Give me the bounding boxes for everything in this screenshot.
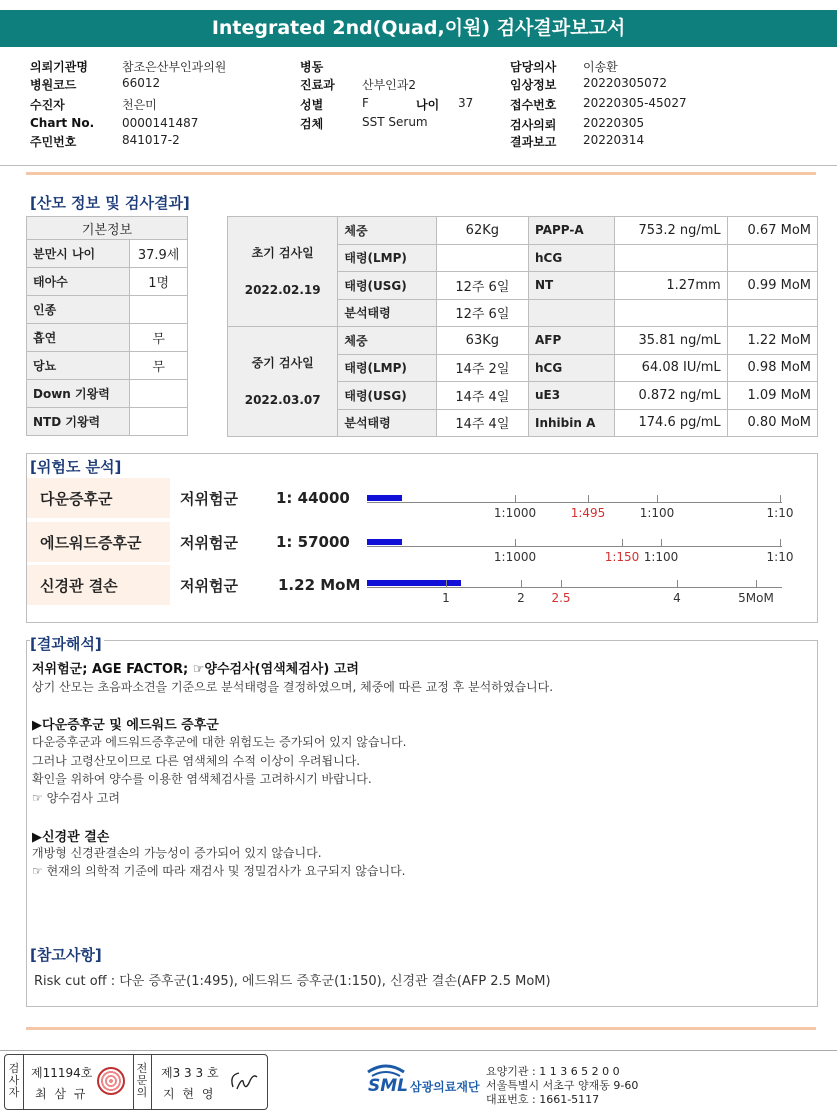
sig2-vertical-label: 전문의 xyxy=(136,1062,148,1099)
risk-tick-label: 2 xyxy=(517,591,525,605)
report-title: Integrated 2nd(Quad,이원) 검사결과보고서 xyxy=(0,10,837,47)
marker-value xyxy=(615,244,727,272)
sig1-license-no: 제11194호 xyxy=(31,1066,93,1080)
risk-name: 다운증후군 xyxy=(40,490,113,508)
risk-tick-label: 4 xyxy=(673,591,681,605)
risk-tick xyxy=(561,580,562,587)
basic-info-row xyxy=(27,324,188,352)
header-key: 성별 xyxy=(300,98,324,112)
exam-field-label: 체중 xyxy=(338,327,436,355)
exam-field-label: 태령(USG) xyxy=(338,272,436,300)
header-value: 20220314 xyxy=(583,133,645,147)
interpretation-line: 저위험군; AGE FACTOR; ☞양수검사(염색체검사) 고려 xyxy=(32,662,359,677)
marker-mom: 0.98 MoM xyxy=(727,354,817,382)
basic-info-row xyxy=(27,352,188,380)
risk-axis xyxy=(367,502,782,503)
risk-tick-label: 5MoM xyxy=(738,591,774,605)
basic-info-header-row xyxy=(27,217,188,240)
header-value: 20220305 xyxy=(583,116,645,130)
marker-name: NT xyxy=(529,272,615,300)
risk-tick xyxy=(677,580,678,587)
basic-info-row xyxy=(27,268,188,296)
basic-info-row xyxy=(27,296,188,324)
marker-mom: 0.67 MoM xyxy=(727,217,817,245)
basic-info-key: 분만시 나이 xyxy=(27,240,130,268)
exam-group-label: 초기 검사일 xyxy=(251,245,314,260)
risk-axis xyxy=(367,546,782,547)
marker-name: PAPP-A xyxy=(529,217,615,245)
risk-value: 1: 57000 xyxy=(276,533,350,551)
interpretation-line: ▶다운증후군 및 에드워드 증후군 xyxy=(32,718,219,733)
header-key: 검사의뢰 xyxy=(510,118,557,132)
marker-name: AFP xyxy=(529,327,615,355)
marker-name: hCG xyxy=(529,354,615,382)
divider xyxy=(26,1027,816,1030)
header-key: 병원코드 xyxy=(30,78,77,92)
risk-value: 1: 44000 xyxy=(276,489,350,507)
header-value: 산부인과2 xyxy=(362,78,417,92)
marker-mom: 0.99 MoM xyxy=(727,272,817,300)
interpretation-box xyxy=(26,640,818,1007)
marker-name: uE3 xyxy=(529,382,615,410)
risk-category: 저위험군 xyxy=(180,534,238,552)
basic-info-row xyxy=(27,240,188,268)
basic-info-key: 흡연 xyxy=(27,324,130,352)
header-value: SST Serum xyxy=(362,115,428,129)
divider xyxy=(26,172,816,175)
basic-info-value xyxy=(130,408,188,436)
exam-field-label: 분석태령 xyxy=(338,299,436,327)
sig2-license-no: 제3 3 3 호 xyxy=(161,1066,219,1080)
exam-results-table xyxy=(227,216,818,437)
exam-field-label: 태령(LMP) xyxy=(338,244,436,272)
header-key: 주민번호 xyxy=(30,135,77,149)
basic-info-key: Down 기왕력 xyxy=(27,380,130,408)
risk-category: 저위험군 xyxy=(180,490,238,508)
header-key: 담당의사 xyxy=(510,60,557,74)
logo-name: 삼광의료재단 xyxy=(410,1080,480,1094)
age-label: 나이 xyxy=(416,98,440,112)
section-title-maternal: [산모 정보 및 검사결과] xyxy=(30,194,190,212)
exam-field-value: 14주 4일 xyxy=(436,382,528,410)
risk-tick xyxy=(515,495,516,502)
header-value: 20220305-45027 xyxy=(583,96,687,110)
risk-bar xyxy=(367,495,402,501)
risk-name: 에드워드증후군 xyxy=(40,534,142,552)
header-value: 참조은산부인과의원 xyxy=(122,60,227,74)
exam-group-date: 2022.03.07 xyxy=(244,392,321,407)
marker-value: 174.6 pg/mL xyxy=(615,409,727,437)
header-key: 병동 xyxy=(300,60,324,74)
risk-tick-label: 1:100 xyxy=(643,550,679,564)
header-key: 결과보고 xyxy=(510,135,557,149)
logo-sml: SML xyxy=(368,1076,408,1096)
risk-tick xyxy=(756,580,757,587)
section-title-interpretation: [결과해석] xyxy=(30,635,102,653)
exam-field-label: 태령(LMP) xyxy=(338,354,436,382)
header-key: Chart No. xyxy=(30,116,95,130)
risk-tick-label: 1:495 xyxy=(570,506,606,520)
exam-field-value: 12주 6일 xyxy=(436,272,528,300)
risk-tick xyxy=(521,580,522,587)
risk-tick xyxy=(588,495,589,502)
risk-tick xyxy=(780,539,781,546)
risk-tick-label: 1:1000 xyxy=(493,506,537,520)
exam-row xyxy=(228,217,818,245)
header-value: 이송환 xyxy=(583,60,618,74)
section-title-risk: [위험도 분석] xyxy=(30,458,122,476)
interpretation-line: 그러나 고령산모이므로 다른 염색체의 수적 이상이 우려됩니다. xyxy=(32,754,361,768)
risk-tick xyxy=(657,495,658,502)
risk-name: 신경관 결손 xyxy=(40,577,118,595)
header-key: 진료과 xyxy=(300,78,335,92)
risk-category: 저위험군 xyxy=(180,577,238,595)
interpretation-line: 다운증후군과 에드워드증후군에 대한 위험도는 증가되어 있지 않습니다. xyxy=(32,735,407,749)
basic-info-value: 1명 xyxy=(130,268,188,296)
header-value: 0000141487 xyxy=(122,116,199,130)
basic-info-value: 37.9세 xyxy=(130,240,188,268)
basic-info-row xyxy=(27,408,188,436)
marker-value xyxy=(615,299,727,327)
exam-field-value: 14주 4일 xyxy=(436,409,528,437)
marker-name: hCG xyxy=(529,244,615,272)
basic-info-table xyxy=(26,216,188,436)
exam-field-label: 분석태령 xyxy=(338,409,436,437)
basic-info-value xyxy=(130,380,188,408)
interpretation-line: 확인을 위하여 양수를 이용한 염색체검사를 고려하시기 바랍니다. xyxy=(32,772,372,786)
sig1-name: 최 삼 규 xyxy=(35,1087,88,1101)
sig2-name: 지 현 영 xyxy=(163,1087,216,1101)
marker-value: 1.27mm xyxy=(615,272,727,300)
exam-field-label: 태령(USG) xyxy=(338,382,436,410)
basic-info-header: 기본정보 xyxy=(27,217,188,240)
basic-info-key: 인종 xyxy=(27,296,130,324)
interpretation-line: ☞ 현재의 의학적 기준에 따라 재검사 및 정밀검사가 요구되지 않습니다. xyxy=(32,864,406,878)
basic-info-value: 무 xyxy=(130,352,188,380)
risk-tick-label: 1 xyxy=(442,591,450,605)
interpretation-line: ▶신경관 결손 xyxy=(32,830,110,845)
interpretation-line: 개방형 신경관결손의 가능성이 증가되어 있지 않습니다. xyxy=(32,846,322,860)
sig1-vertical-label: 검사자 xyxy=(8,1062,20,1099)
interpretation-line: 상기 산모는 초음파소견을 기준으로 분석태령을 결정하였으며, 체중에 따른 교정 후 분석하였습니다. xyxy=(32,680,554,694)
header-key: 접수번호 xyxy=(510,98,557,112)
exam-field-value: 12주 6일 xyxy=(436,299,528,327)
risk-axis xyxy=(367,587,782,588)
section-title-reference: [참고사항] xyxy=(30,946,102,964)
basic-info-key: 당뇨 xyxy=(27,352,130,380)
exam-field-value xyxy=(436,244,528,272)
header-value: 20220305072 xyxy=(583,76,667,90)
interpretation-line: ☞ 양수검사 고려 xyxy=(32,791,120,805)
marker-value: 0.872 ng/mL xyxy=(615,382,727,410)
institution-phone: 대표번호 : 1661-5117 xyxy=(486,1093,600,1106)
handwritten-signature-icon xyxy=(227,1067,261,1097)
header-key: 수진자 xyxy=(30,98,65,112)
risk-cutoff-note: Risk cut off : 다운 증후군(1:495), 에드워드 증후군(1:150), 신경관 결손(AFP 2.5 MoM) xyxy=(34,974,551,989)
header-value: 천은미 xyxy=(122,98,157,112)
risk-tick-label: 1:100 xyxy=(639,506,675,520)
risk-tick-label: 1:10 xyxy=(766,550,794,564)
marker-value: 753.2 ng/mL xyxy=(615,217,727,245)
exam-field-value: 63Kg xyxy=(436,327,528,355)
risk-tick xyxy=(446,580,447,587)
marker-name: Inhibin A xyxy=(529,409,615,437)
exam-field-label: 체중 xyxy=(338,217,436,245)
risk-tick-label: 1:10 xyxy=(766,506,794,520)
marker-value: 35.81 ng/mL xyxy=(615,327,727,355)
exam-field-value: 62Kg xyxy=(436,217,528,245)
marker-name xyxy=(529,299,615,327)
exam-group-second xyxy=(228,327,338,437)
header-key: 의뢰기관명 xyxy=(30,60,88,74)
risk-tick xyxy=(515,539,516,546)
institution-address: 서울특별시 서초구 양재동 9-60 xyxy=(486,1079,639,1092)
marker-mom: 0.80 MoM xyxy=(727,409,817,437)
risk-tick xyxy=(622,539,623,546)
exam-field-value: 14주 2일 xyxy=(436,354,528,382)
basic-info-value xyxy=(130,296,188,324)
risk-bar xyxy=(367,539,402,545)
risk-value: 1.22 MoM xyxy=(278,576,361,594)
marker-mom xyxy=(727,244,817,272)
basic-info-key: NTD 기왕력 xyxy=(27,408,130,436)
exam-group-label: 중기 검사일 xyxy=(251,355,314,370)
header-value: 66012 xyxy=(122,76,161,90)
marker-mom: 1.22 MoM xyxy=(727,327,817,355)
risk-tick-label: 2.5 xyxy=(551,591,571,605)
basic-info-row xyxy=(27,380,188,408)
signature-box xyxy=(4,1054,268,1110)
institution-code: 요양기관 : 1 1 3 6 5 2 0 0 xyxy=(486,1065,620,1078)
marker-mom: 1.09 MoM xyxy=(727,382,817,410)
basic-info-key: 태아수 xyxy=(27,268,130,296)
header-value: 841017-2 xyxy=(122,133,180,147)
marker-value: 64.08 IU/mL xyxy=(615,354,727,382)
header-value: F xyxy=(362,96,369,110)
basic-info-value: 무 xyxy=(130,324,188,352)
risk-tick xyxy=(661,539,662,546)
exam-group-date: 2022.02.19 xyxy=(244,282,321,297)
header-key: 검체 xyxy=(300,117,324,131)
seal-stamp-icon xyxy=(97,1067,125,1095)
exam-row xyxy=(228,327,818,355)
risk-tick-label: 1:150 xyxy=(604,550,640,564)
risk-tick-label: 1:1000 xyxy=(493,550,537,564)
risk-tick xyxy=(780,495,781,502)
marker-mom xyxy=(727,299,817,327)
age-value: 37 xyxy=(458,96,474,110)
header-key: 임상정보 xyxy=(510,78,557,92)
exam-group-first xyxy=(228,217,338,327)
